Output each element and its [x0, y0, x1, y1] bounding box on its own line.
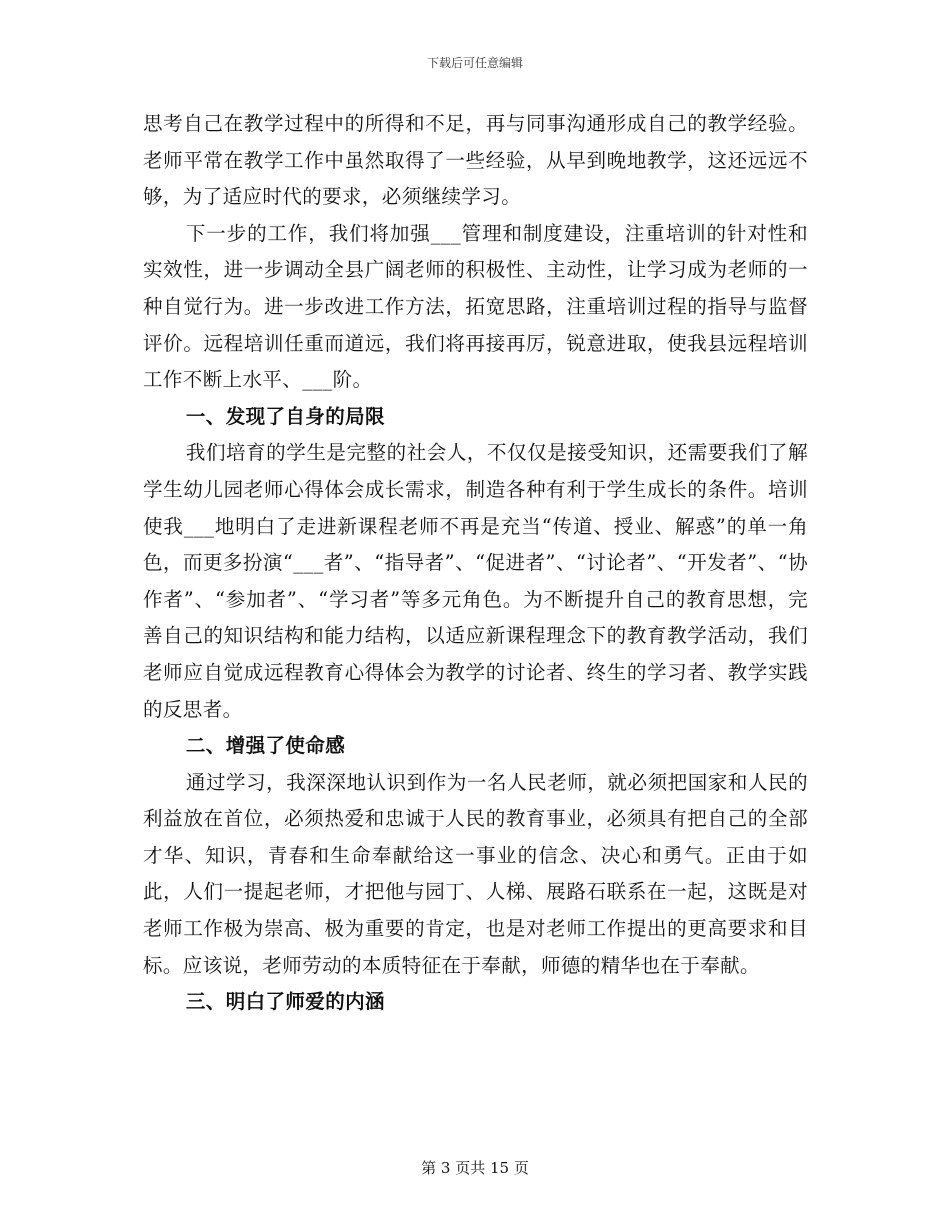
- paragraph: 我们培育的学生是完整的社会人，不仅仅是接受知识，还需要我们了解学生幼儿园老师心得体会成长需求，制造各种有利于学生成长的条件。培训使我___地明白了走进新课程老师不再是充当“传道、授业、解惑”的单一角色，而更多扮演“___者”、“指导者”、“促进者”、“讨论者”、“开发者”、“协作者”、“参加者”、“学习者”等多元角色。为不断提升自己的教育思想，完善自己的知识结构和能力结构，以适应新课程理念下的教育教学活动，我们老师应自觉成远程教育心得体会为教学的讨论者、终生的学习者、教学实践的反思者。: [143, 441, 808, 721]
- paragraph: 思考自己在教学过程中的所得和不足，再与同事沟通形成自己的教学经验。老师平常在教学工作中虽然取得了一些经验，从早到晚地教学，这还远远不够，为了适应时代的要求，必须继续学习。: [143, 112, 808, 209]
- document-body: [143, 106, 808, 1021]
- section-heading: 二、增强了使命感: [185, 734, 346, 758]
- section-heading: 三、明白了师爱的内涵: [185, 990, 385, 1014]
- paragraph: 下一步的工作，我们将加强___管理和制度建设，注重培训的针对性和实效性，进一步调动全县广阔老师的积极性、主动性，让学习成为老师的一种自觉行为。进一步改进工作方法，拓宽思路，注重培训过程的指导与监督评价。远程培训任重而道远，我们将再接再厉，锐意进取，使我县远程培训工作不断上水平、___阶。: [143, 221, 808, 392]
- section-heading: 一、发现了自身的局限: [185, 404, 385, 428]
- paragraph: 通过学习，我深深地认识到作为一名人民老师，就必须把国家和人民的利益放在首位，必须热爱和忠诚于人民的教育事业，必须具有把自己的全部才华、知识，青春和生命奉献给这一事业的信念、决心和勇气。正由于如此，人们一提起老师，才把他与园丁、人梯、展路石联系在一起，这既是对老师工作极为崇高、极为重要的肯定，也是对老师工作提出的更高要求和目标。应该说，老师劳动的本质特征在于奉献，师德的精华也在于奉献。: [143, 770, 808, 977]
- page-header: 下载后可任意编辑: [426, 56, 523, 70]
- page-number: 第 3 页共 15 页: [421, 1159, 529, 1177]
